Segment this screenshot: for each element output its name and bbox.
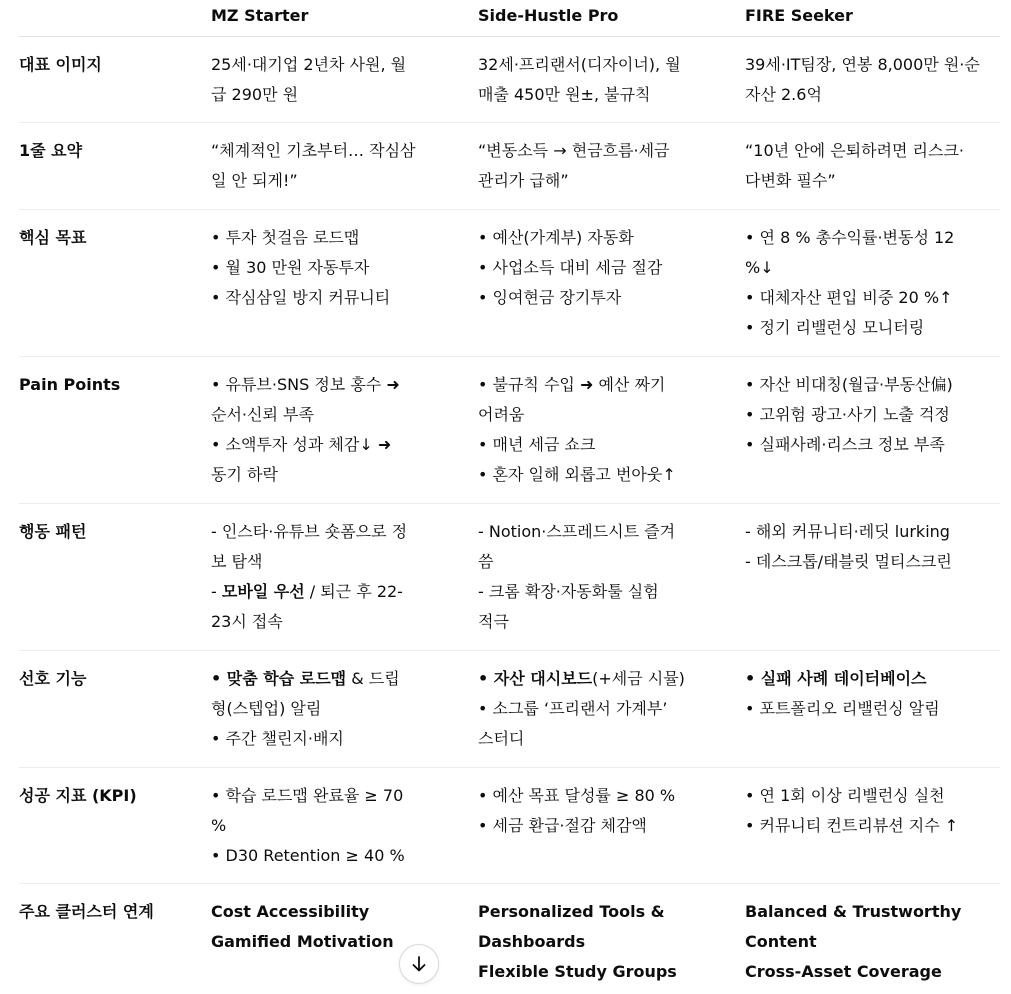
row-label: 행동 패턴 (19, 522, 87, 541)
cell-side-hustle-pro (478, 370, 713, 490)
list-item: 씀 (478, 552, 494, 571)
column-header-fire-seeker: FIRE Seeker (745, 6, 853, 25)
cell-mz-starter (211, 50, 446, 110)
list-item: • 자산 비대칭(월급·부동산偏) (745, 375, 953, 394)
row-label: 선호 기능 (19, 669, 87, 688)
list-item: % (211, 816, 227, 835)
table-row (19, 123, 1000, 210)
list-item: 순서·신뢰 부족 (211, 405, 314, 424)
cell-side-hustle-pro (478, 517, 713, 637)
scroll-down-button[interactable] (399, 944, 439, 984)
list-item: • 세금 환급·절감 체감액 (478, 816, 647, 835)
table-row (19, 210, 1000, 357)
list-item: Personalized Tools & (478, 902, 665, 921)
cell-line: 32세·프리랜서(디자이너), 월 (478, 55, 681, 74)
list-item: • 대체자산 편입 비중 20 %↑ (745, 288, 953, 307)
cell-side-hustle-pro (478, 136, 713, 196)
emphasis-text: • 맞춤 학습 로드맵 (211, 669, 347, 688)
list-item: • 연 8 % 총수익률·변동성 12 (745, 228, 955, 247)
emphasis-text: 모바일 우선 (221, 582, 305, 601)
cell-line: “체계적인 기초부터… 작심삼 (211, 141, 416, 160)
cell-mz-starter (211, 781, 446, 871)
list-dash: - (211, 582, 222, 601)
list-text: / 퇴근 후 22- (304, 582, 403, 601)
cell-mz-starter (211, 223, 446, 313)
table-row (19, 884, 1000, 994)
row-label: 주요 클러스터 연계 (19, 902, 154, 921)
cell-line: “10년 안에 은퇴하려면 리스크· (745, 141, 965, 160)
list-item: • 정기 리밸런싱 모니터링 (745, 318, 925, 337)
row-label: Pain Points (19, 375, 121, 394)
cell-fire-seeker (745, 517, 990, 577)
cell-fire-seeker (745, 50, 990, 110)
list-item: • 소액투자 성과 체감↓ ➜ (211, 435, 392, 454)
cell-mz-starter (211, 517, 446, 637)
cell-side-hustle-pro (478, 781, 713, 841)
cell-fire-seeker (745, 136, 990, 196)
list-item: Cross-Asset Coverage (745, 962, 942, 981)
list-item: Dashboards (478, 932, 586, 951)
table-row (19, 37, 1000, 123)
cell-line: 자산 2.6억 (745, 85, 822, 104)
list-item: Cost Accessibility (211, 902, 370, 921)
list-item: • 커뮤니티 컨트리뷰션 지수 ↑ (745, 816, 959, 835)
list-item: • 월 30 만원 자동투자 (211, 258, 370, 277)
list-item: • 학습 로드맵 완료율 ≥ 70 (211, 786, 404, 805)
list-item: 어려움 (478, 405, 525, 424)
column-header-mz-starter: MZ Starter (211, 6, 309, 25)
list-item: • 주간 챌린지·배지 (211, 729, 344, 748)
list-item: 스터디 (478, 729, 525, 748)
cell-line: 다변화 필수” (745, 171, 836, 190)
emphasis-text: • 자산 대시보드 (478, 669, 593, 688)
list-item: • 소그룹 ‘프리랜서 가계부’ (478, 699, 668, 718)
cell-line: 39세·IT팀장, 연봉 8,000만 원·순 (745, 55, 980, 74)
cell-fire-seeker (745, 664, 990, 724)
list-item (211, 664, 446, 694)
list-item: 동기 하락 (211, 465, 278, 484)
list-item: • 혼자 일해 외롭고 번아웃↑ (478, 465, 676, 484)
persona-table (19, 0, 1000, 994)
list-text: (+세금 시뮬) (592, 669, 685, 688)
cell-fire-seeker (745, 897, 990, 987)
list-item: 보 탐색 (211, 552, 263, 571)
list-item: • 예산(가계부) 자동화 (478, 228, 634, 247)
list-item: • 예산 목표 달성률 ≥ 80 % (478, 786, 676, 805)
table-header (19, 0, 1000, 37)
table-row (19, 357, 1000, 504)
list-item: 적극 (478, 612, 509, 631)
list-item: • 실패 사례 데이터베이스 (745, 669, 927, 688)
column-header-side-hustle-pro: Side-Hustle Pro (478, 6, 619, 25)
list-item: Flexible Study Groups (478, 962, 677, 981)
list-item: Content (745, 932, 817, 951)
cell-mz-starter (211, 136, 446, 196)
cell-side-hustle-pro (478, 897, 713, 987)
list-item: • 잉여현금 장기투자 (478, 288, 622, 307)
table-row (19, 768, 1000, 884)
list-item: Balanced & Trustworthy (745, 902, 962, 921)
list-item: %↓ (745, 258, 774, 277)
cell-line: 관리가 급해” (478, 171, 569, 190)
list-item: - 인스타·유튜브 숏폼으로 정 (211, 522, 408, 541)
list-item: • 사업소득 대비 세금 절감 (478, 258, 663, 277)
cell-fire-seeker (745, 781, 990, 841)
list-item: • 연 1회 이상 리밸런싱 실천 (745, 786, 945, 805)
cell-line: 25세·대기업 2년차 사원, 월 (211, 55, 407, 74)
cell-side-hustle-pro (478, 50, 713, 110)
list-item: Gamified Motivation (211, 932, 394, 951)
arrow-down-icon (410, 955, 428, 973)
cell-line: “변동소득 → 현금흐름·세금 (478, 141, 670, 160)
cell-side-hustle-pro (478, 664, 713, 754)
cell-fire-seeker (745, 223, 990, 343)
list-item: • 작심삼일 방지 커뮤니티 (211, 288, 391, 307)
list-item: • 투자 첫걸음 로드맵 (211, 228, 360, 247)
cell-side-hustle-pro (478, 223, 713, 313)
row-label: 성공 지표 (KPI) (19, 786, 137, 805)
list-item: • 포트폴리오 리밸런싱 알림 (745, 699, 940, 718)
list-text: & 드립 (346, 669, 400, 688)
table-row (19, 504, 1000, 651)
cell-line: 급 290만 원 (211, 85, 299, 104)
cell-mz-starter (211, 664, 446, 754)
list-item: 23시 접속 (211, 612, 283, 631)
row-label: 핵심 목표 (19, 228, 87, 247)
list-item: • 고위험 광고·사기 노출 걱정 (745, 405, 950, 424)
list-item (211, 577, 446, 607)
cell-line: 매출 450만 원±, 불규칙 (478, 85, 651, 104)
list-item: - 해외 커뮤니티·레딧 lurking (745, 522, 950, 541)
list-item: • 매년 세금 쇼크 (478, 435, 596, 454)
list-item: • D30 Retention ≥ 40 % (211, 846, 405, 865)
table-row (19, 651, 1000, 768)
list-item (478, 664, 713, 694)
cell-fire-seeker (745, 370, 990, 460)
cell-mz-starter (211, 370, 446, 490)
row-label: 대표 이미지 (19, 55, 102, 74)
list-item: • 유튜브·SNS 정보 홍수 ➜ (211, 375, 400, 394)
row-label: 1줄 요약 (19, 141, 83, 160)
list-item: - Notion·스프레드시트 즐겨 (478, 522, 676, 541)
list-item: • 불규칙 수입 ➜ 예산 짜기 (478, 375, 666, 394)
list-item: 형(스텝업) 알림 (211, 699, 322, 718)
list-item: - 데스크톱/태블릿 멀티스크린 (745, 552, 952, 571)
list-item: • 실패사례·리스크 정보 부족 (745, 435, 945, 454)
cell-line: 일 안 되게!” (211, 171, 298, 190)
list-item: - 크롬 확장·자동화툴 실험 (478, 582, 659, 601)
